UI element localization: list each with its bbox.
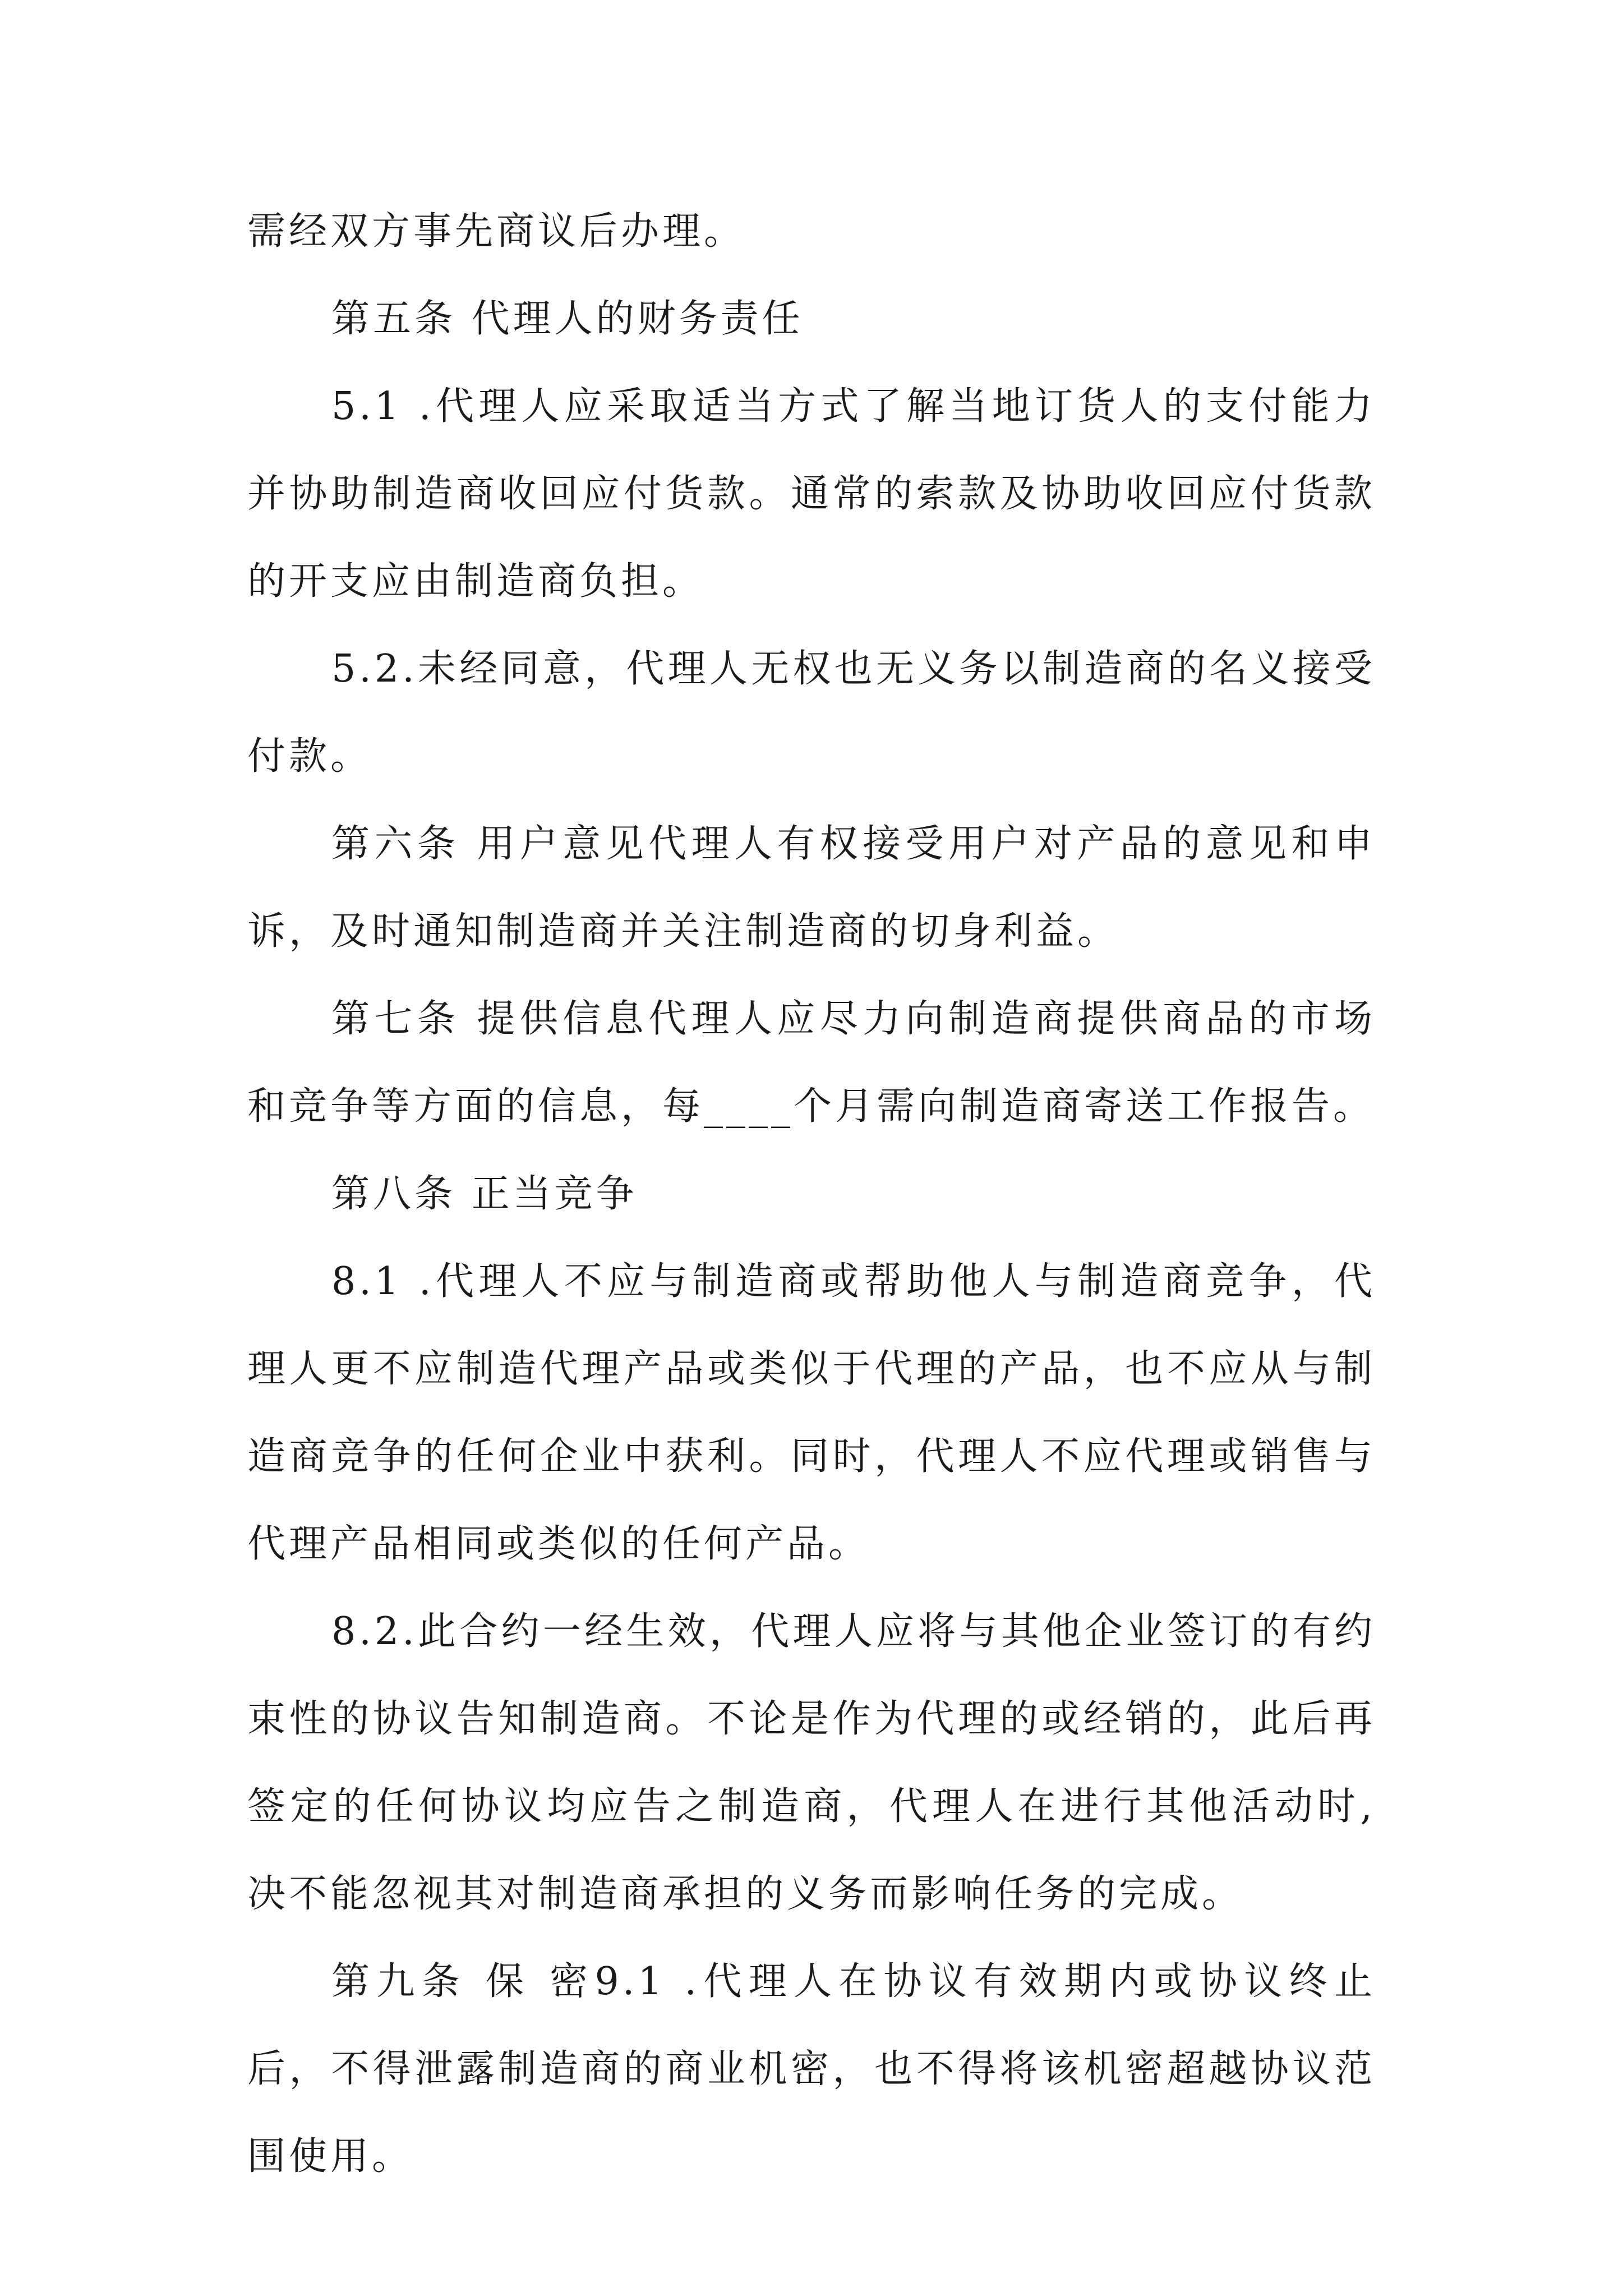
clause-5-2: 5.2.未经同意，代理人无权也无义务以制造商的名义接受付款。 — [247, 647, 1376, 779]
article-9: 第九条 保 密9.1 .代理人在协议有效期内或协议终止后，不得泄露制造商的商业机密，也不得将该机密超越协议范围使用。 — [247, 1959, 1376, 2179]
article-7: 第七条 提供信息代理人应尽力向制造商提供商品的市场和竞争等方面的信息，每____个月需向制造商寄送工作报告。 — [247, 997, 1376, 1129]
document-body — [247, 188, 1376, 2201]
paragraph-continuation: 需经双方事先商议后办理。 — [247, 209, 746, 254]
article-5-heading: 第五条 代理人的财务责任 — [331, 297, 804, 341]
clause-8-2: 8.2.此合约一经生效，代理人应将与其他企业签订的有约束性的协议告知制造商。不论是作为代理的或经销的，此后再签定的任何协议均应告之制造商，代理人在进行其他活动时,决不能忽视其对制造商承担的义务而影响任务的完成。 — [247, 1609, 1376, 1916]
clause-8-1: 8.1 .代理人不应与制造商或帮助他人与制造商竞争，代理人更不应制造代理产品或类似于代理的产品，也不应从与制造商竞争的任何企业中获利。同时，代理人不应代理或销售与代理产品相同或类似的任何产品。 — [247, 1259, 1376, 1566]
clause-5-1: 5.1 .代理人应采取适当方式了解当地订货人的支付能力并协助制造商收回应付货款。通常的索款及协助收回应付货款的开支应由制造商负担。 — [247, 384, 1376, 604]
article-6: 第六条 用户意见代理人有权接受用户对产品的意见和申诉，及时通知制造商并关注制造商的切身利益。 — [247, 822, 1376, 954]
article-8-heading: 第八条 正当竞争 — [331, 1172, 638, 1216]
